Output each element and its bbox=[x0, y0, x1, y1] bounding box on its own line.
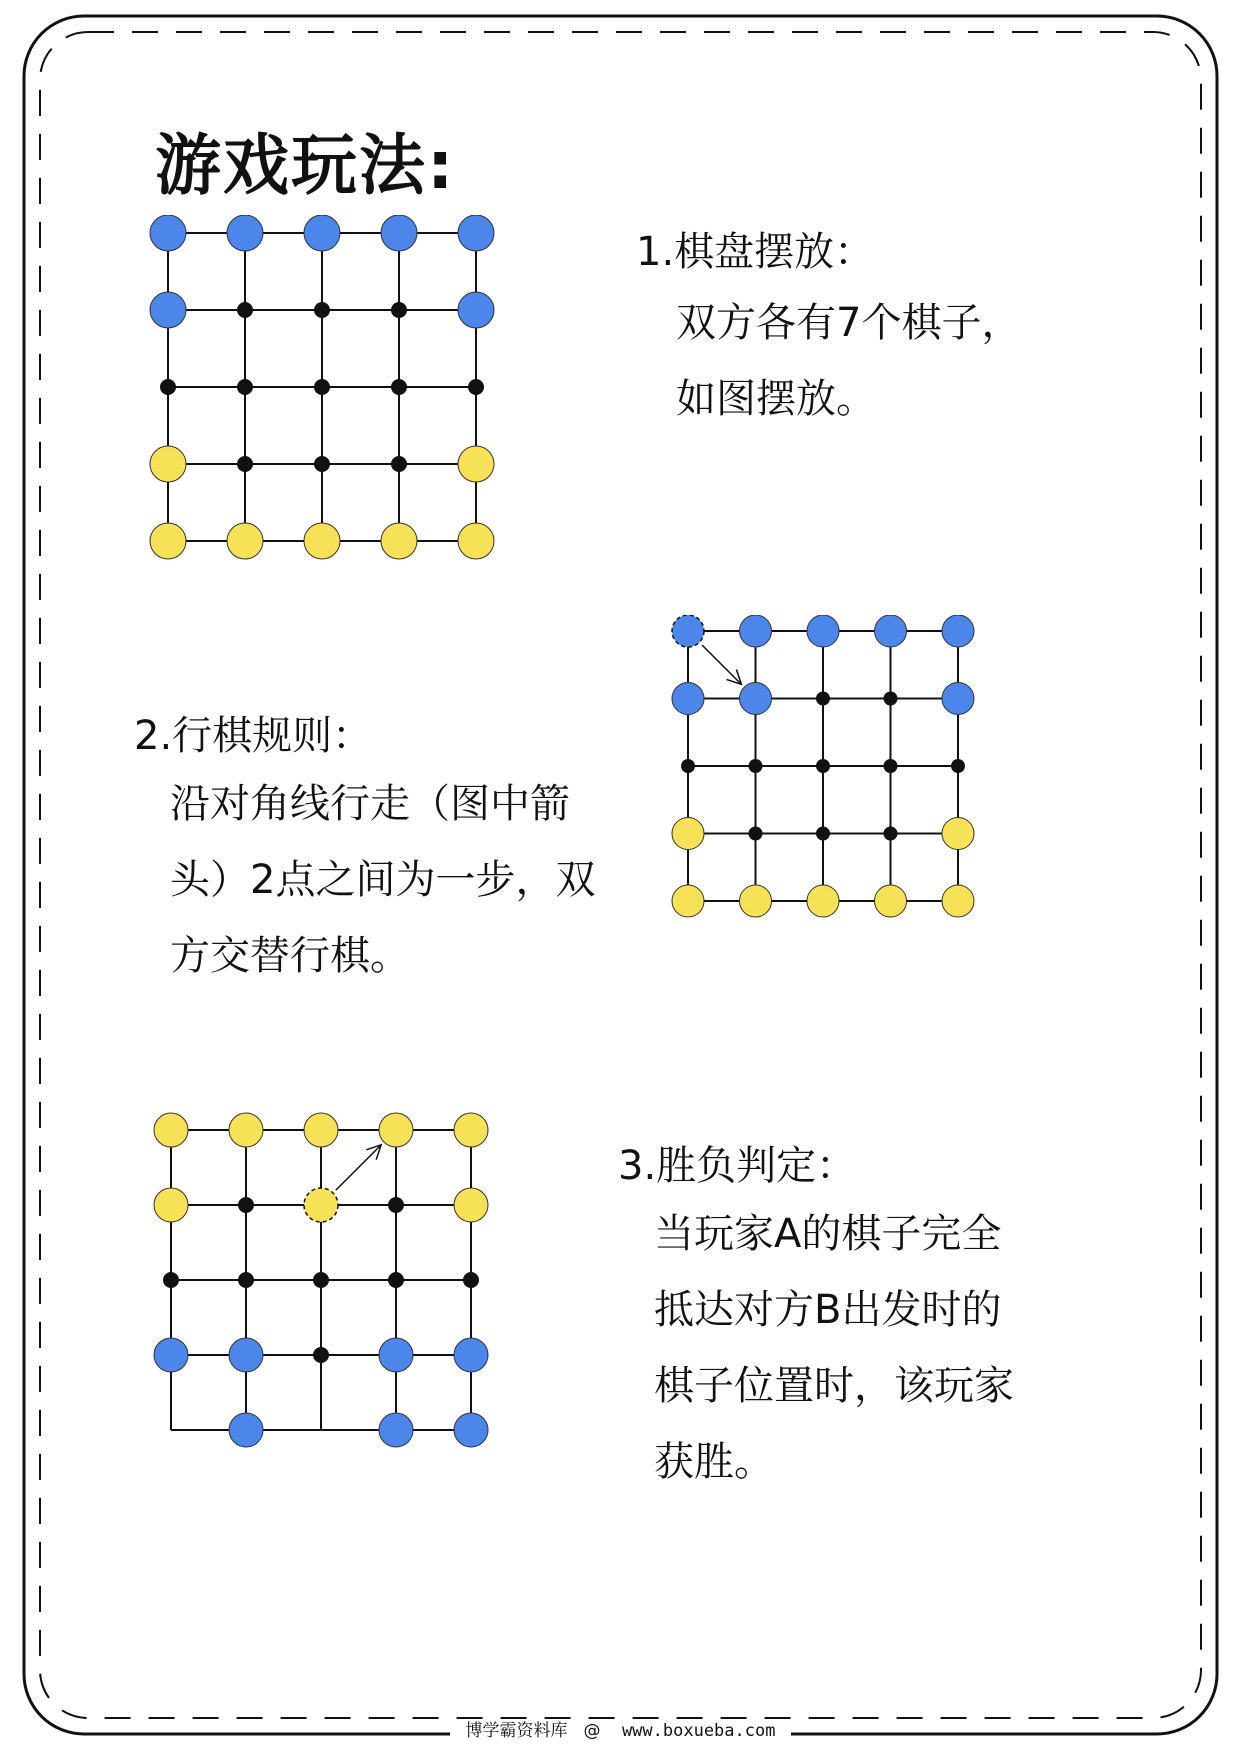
yellow-piece bbox=[458, 523, 494, 559]
blue-piece bbox=[227, 215, 263, 251]
empty-node-dot bbox=[884, 759, 898, 773]
empty-node-dot bbox=[463, 1272, 479, 1288]
section-3-line-1: 当玩家A的棋子完全 bbox=[654, 1211, 1002, 1257]
blue-piece bbox=[875, 615, 907, 647]
yellow-piece bbox=[304, 523, 340, 559]
section-2-heading: 2.行棋规则： bbox=[134, 713, 373, 759]
empty-node-dot bbox=[749, 827, 763, 841]
yellow-piece bbox=[875, 885, 907, 917]
blue-piece bbox=[807, 615, 839, 647]
empty-node-dot bbox=[468, 379, 484, 395]
blue-piece bbox=[454, 1338, 488, 1372]
empty-node-dot bbox=[314, 302, 330, 318]
blue-piece bbox=[740, 683, 772, 715]
empty-node-dot bbox=[951, 759, 965, 773]
blue-piece bbox=[229, 1413, 263, 1447]
blue-piece bbox=[150, 215, 186, 251]
footer-site-name: 博学霸资料库 bbox=[458, 1721, 576, 1741]
yellow-piece bbox=[154, 1188, 188, 1222]
yellow-piece bbox=[150, 523, 186, 559]
yellow-piece bbox=[454, 1113, 488, 1147]
page-title: 游戏玩法: bbox=[155, 127, 456, 204]
empty-node-dot bbox=[314, 379, 330, 395]
yellow-piece bbox=[227, 523, 263, 559]
section-2-line-3: 方交替行棋。 bbox=[170, 933, 410, 979]
empty-node-dot bbox=[163, 1272, 179, 1288]
move-arrow-shaft bbox=[702, 645, 741, 684]
empty-node-dot bbox=[313, 1347, 329, 1363]
empty-node-dot bbox=[237, 302, 253, 318]
empty-node-dot bbox=[816, 759, 830, 773]
yellow-piece bbox=[304, 1113, 338, 1147]
empty-node-dot bbox=[816, 692, 830, 706]
blue-piece bbox=[379, 1413, 413, 1447]
section-1-line-2: 如图摆放。 bbox=[676, 376, 876, 422]
blue-piece bbox=[942, 615, 974, 647]
yellow-piece bbox=[672, 818, 704, 850]
blue-piece bbox=[458, 215, 494, 251]
empty-node-dot bbox=[388, 1197, 404, 1213]
yellow-piece bbox=[150, 446, 186, 482]
empty-node-dot bbox=[391, 456, 407, 472]
empty-node-dot bbox=[160, 379, 176, 395]
empty-node-dot bbox=[884, 827, 898, 841]
blue-piece bbox=[150, 292, 186, 328]
move-board bbox=[660, 615, 1020, 975]
win-board bbox=[136, 1108, 556, 1508]
yellow-piece bbox=[229, 1113, 263, 1147]
yellow-piece bbox=[672, 885, 704, 917]
yellow-piece bbox=[458, 446, 494, 482]
blue-piece bbox=[740, 615, 772, 647]
blue-piece bbox=[229, 1338, 263, 1372]
empty-node-dot bbox=[749, 759, 763, 773]
empty-node-dot bbox=[681, 759, 695, 773]
section-2-line-2: 头）2点之间为一步，双 bbox=[170, 857, 596, 903]
empty-node-dot bbox=[816, 827, 830, 841]
yellow-piece bbox=[154, 1113, 188, 1147]
empty-node-dot bbox=[388, 1272, 404, 1288]
section-3-line-2: 抵达对方B出发时的 bbox=[654, 1287, 1002, 1333]
blue-piece bbox=[454, 1413, 488, 1447]
empty-node-dot bbox=[238, 1272, 254, 1288]
empty-node-dot bbox=[391, 379, 407, 395]
blue-piece bbox=[304, 215, 340, 251]
empty-node-dot bbox=[237, 456, 253, 472]
empty-node-dot bbox=[237, 379, 253, 395]
move-arrow-shaft bbox=[336, 1145, 381, 1190]
empty-node-dot bbox=[313, 1272, 329, 1288]
yellow-piece bbox=[454, 1188, 488, 1222]
section-3-line-3: 棋子位置时，该玩家 bbox=[654, 1363, 1014, 1409]
blue-piece bbox=[154, 1338, 188, 1372]
yellow-piece bbox=[807, 885, 839, 917]
footer-url[interactable]: www.boxueba.com bbox=[614, 1721, 784, 1741]
blue-piece bbox=[942, 683, 974, 715]
yellow-piece bbox=[379, 1113, 413, 1147]
empty-node-dot bbox=[391, 302, 407, 318]
blue-piece-origin-dashed bbox=[672, 615, 704, 647]
empty-node-dot bbox=[314, 456, 330, 472]
section-1-line-1: 双方各有7个棋子， bbox=[676, 300, 1022, 346]
footer bbox=[0, 1716, 1241, 1741]
blue-piece bbox=[458, 292, 494, 328]
section-2-line-1: 沿对角线行走（图中箭 bbox=[170, 781, 570, 827]
blue-piece bbox=[379, 1338, 413, 1372]
section-3-heading: 3.胜负判定： bbox=[618, 1143, 857, 1189]
section-3-line-4: 获胜。 bbox=[654, 1439, 774, 1485]
blue-piece bbox=[381, 215, 417, 251]
footer-at: @ bbox=[576, 1721, 609, 1741]
yellow-piece bbox=[942, 818, 974, 850]
empty-node-dot bbox=[884, 692, 898, 706]
blue-piece bbox=[672, 683, 704, 715]
yellow-piece-origin-dashed bbox=[304, 1188, 338, 1222]
empty-node-dot bbox=[238, 1197, 254, 1213]
yellow-piece bbox=[381, 523, 417, 559]
yellow-piece bbox=[740, 885, 772, 917]
yellow-piece bbox=[942, 885, 974, 917]
section-1-heading: 1.棋盘摆放： bbox=[636, 229, 875, 275]
initial-board bbox=[130, 215, 550, 615]
